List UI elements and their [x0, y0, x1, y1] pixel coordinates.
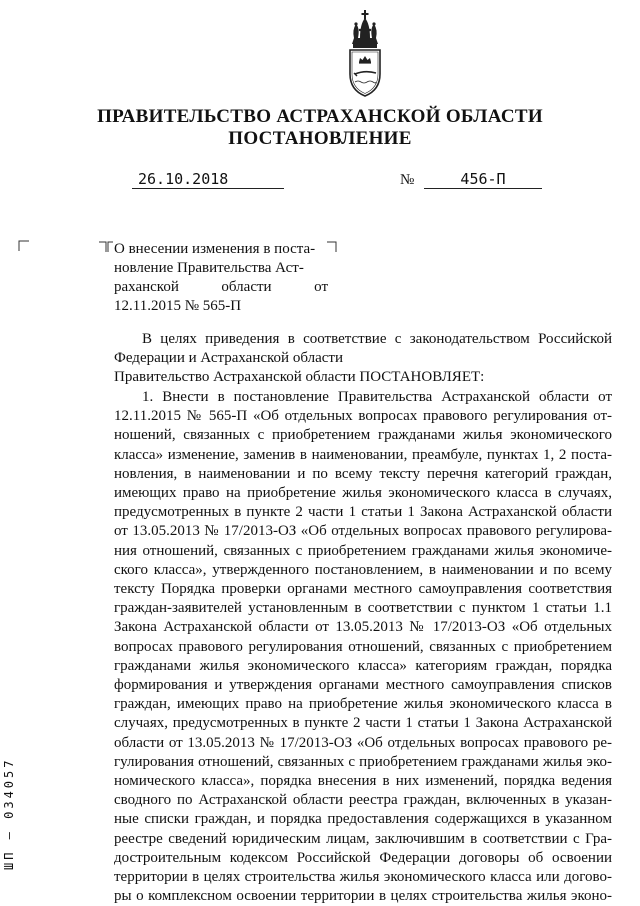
- subject-line: новление Правительства Аст-: [114, 260, 304, 276]
- body-line: от 13.05.2013 № 17/2013-ОЗ «Об отдельных вопросах правового регулирова-: [114, 523, 612, 540]
- document-subject: [114, 240, 328, 316]
- body-line: достроительным кодексом Российской Федерации договоры об освоении: [114, 849, 612, 866]
- body-line: имеющих право на приобретение жилья экономического класса в случаях,: [114, 485, 612, 502]
- body-line: тексту Порядка проверки органами местного самоуправления соответствия: [114, 581, 612, 598]
- body-line: территории в целях строительства жилья экономического класса или догово-: [114, 869, 612, 886]
- body-line: гулирования отношений, связанных с приобретением гражданами жилья эко-: [114, 753, 612, 770]
- body-line: случаях, предусмотренных в пункте 2 части 1 статьи 1 Закона Астраханской: [114, 715, 612, 732]
- body-line: номического класса», порядка внесения в них изменений, порядка ведения: [114, 773, 612, 790]
- number-sign: №: [400, 172, 415, 188]
- subject-line: О внесении изменения в поста-: [114, 241, 316, 257]
- body-line: гражданами жилья экономического класса» категориям граждан, порядка: [114, 657, 612, 674]
- body-line: предусмотренных в пункте 2 части 1 статьи 1 Закона Астраханской области: [114, 504, 612, 521]
- body-line: реестре сведений юридическим лицам, заключившим в соответствии с Гра-: [114, 830, 612, 847]
- body-line: ского класса», утвержденного постановлением, в наименовании и по всему: [114, 561, 612, 578]
- body-line: ношений, связанных с приобретением гражданами жилья экономического: [114, 427, 612, 444]
- body-line: граждан-заявителей установленным в соответствии с пунктом 1 статьи 1.1: [114, 600, 612, 617]
- body-line: ры о комплексном освоении территории в целях строительства жилья эконо-: [114, 888, 612, 905]
- subject-corner-mark-left: [98, 240, 114, 254]
- side-serial-number: ШП – 034057: [2, 757, 16, 870]
- subject-line: 12.11.2015 № 565-П: [114, 298, 242, 314]
- body-line: области от 13.05.2013 № 17/2013-ОЗ «Об отдельных вопросах правового ре-: [114, 734, 612, 751]
- preamble: [114, 330, 612, 388]
- body-line: вопросах правового регулирования отношений, связанных с приобретением: [114, 638, 612, 655]
- body-line: новления, в наименовании и по всему тексту перечня категорий граждан,: [114, 465, 612, 482]
- preamble-line: Федерации и Астраханской области: [114, 350, 343, 367]
- body-line: класса» изменение, заменив в наименовании, преамбуле, пунктах 1, 2 поста-: [114, 446, 612, 463]
- document-type-title: ПОСТАНОВЛЕНИЕ: [228, 128, 412, 149]
- body-line: сводного по Астраханской области реестра граждан, включенных в указан-: [114, 792, 612, 809]
- left-margin-corner-mark: [18, 240, 30, 252]
- clause-1: [114, 388, 612, 906]
- preamble-line: Правительство Астраханской области ПОСТАНОВЛЯЕТ:: [114, 369, 485, 386]
- body-line: 1. Внести в постановление Правительства Астраханской области от: [142, 389, 612, 405]
- body-line: граждан, имеющих право на приобретение жилья экономического класса в: [114, 696, 612, 713]
- body-line: Закона Астраханской области от 13.05.2013 № 17/2013-ОЗ «Об отдельных: [114, 619, 612, 636]
- body-line: формирования и утверждения органами местного самоуправления списков: [114, 677, 612, 694]
- subject-line: раханской области от: [114, 279, 328, 295]
- body-line: ные списки граждан, и порядка предоставления содержащихся в указанном: [114, 811, 612, 828]
- document-number: 456-П: [424, 170, 542, 189]
- body-line: ния отношений, связанных с приобретением гражданами жилья экономиче-: [114, 542, 612, 559]
- org-title: ПРАВИТЕЛЬСТВО АСТРАХАНСКОЙ ОБЛАСТИ: [97, 106, 543, 127]
- astrakhan-coat-of-arms-icon: [338, 10, 392, 100]
- preamble-line: В целях приведения в соответствие с законодательством Российской: [142, 331, 612, 347]
- document-date: 26.10.2018: [132, 170, 284, 189]
- body-line: 12.11.2015 № 565-П «Об отдельных вопросах правового регулирования от-: [114, 408, 612, 425]
